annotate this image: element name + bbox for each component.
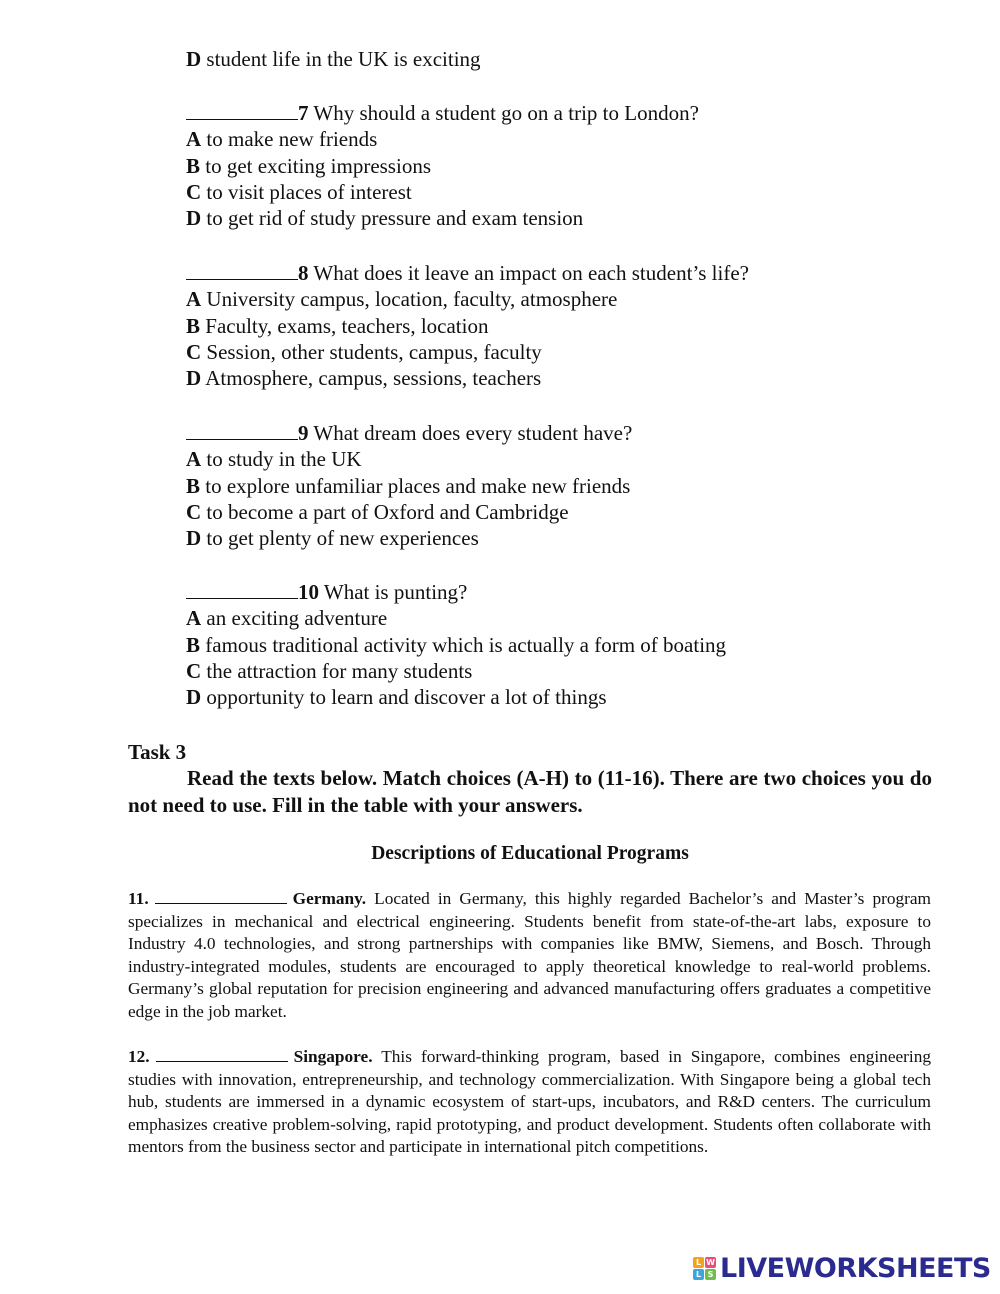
question-text: What dream does every student have? [313,421,633,445]
question-7 [186,100,946,231]
option-d: D to get plenty of new experiences [186,526,479,551]
program-number: 11. [128,889,149,908]
option-d: D to get rid of study pressure and exam tension [186,206,584,231]
task-instruction: Read the texts below. Match choices (A-H) to (11-16). There are two choices you do not need to use. Fill in the table with your answers. [128,766,932,817]
question-text: What is punting? [323,580,468,604]
program-text: This forward-thinking program, based in Singapore, combines engineering studies with innovation, entrepreneurship, and technology commercialization. With Singapore being a global tech hub, students are immersed in a dynamic ecosystem of start-ups, incubators, and R&D centers. The curriculum emphasizes creative problem-solving, rapid prototyping, and product development. Students often collaborate with mentors from the business sector and participate in international pitch competitions. [128,1047,931,1156]
question-10 [186,579,946,710]
option-text: student life in the UK is exciting [206,47,481,71]
option-a: A an exciting adventure [186,606,388,631]
option-b: B Faculty, exams, teachers, location [186,313,489,338]
answer-blank-12[interactable] [156,1046,288,1062]
option-c: C the attraction for many students [186,658,473,683]
option-d: D opportunity to learn and discover a lot of things [186,685,607,710]
answer-blank-7[interactable] [186,100,298,120]
question-text: What does it leave an impact on each student’s life? [313,261,749,285]
logo-text: LIVEWORKSHEETS [720,1252,991,1284]
option-b: B famous traditional activity which is actually a form of boating [186,632,727,657]
program-text: Located in Germany, this highly regarded Bachelor’s and Master’s program specializes in mechanical and electrical engineering. Students benefit from state-of-the-art labs, exposure to Industry 4.0 technologies, and strong partnerships with companies like BMW, Siemens, and Bosch. Through industry-integrated modules, students are encouraged to apply theoretical knowledge to real-world problems. Germany’s global reputation for precision engineering and advanced manufacturing offers graduates a competitive edge in the job market. [128,889,931,1021]
question-number: 8 [298,261,309,285]
task-title: Task 3 [128,740,187,764]
question-number: 9 [298,421,309,445]
answer-blank-10[interactable] [186,579,298,599]
question-text: Why should a student go on a trip to London? [313,101,699,125]
option-b: B to get exciting impressions [186,153,431,178]
liveworksheets-logo[interactable] [693,1252,991,1284]
option-c: C to become a part of Oxford and Cambridge [186,499,569,524]
program-country: Germany. [292,889,367,908]
program-description-12 [128,1046,931,1159]
option-b: B to explore unfamiliar places and make new friends [186,473,631,498]
option-c: C Session, other students, campus, faculty [186,339,542,364]
option-c: C to visit places of interest [186,179,412,204]
answer-blank-8[interactable] [186,260,298,280]
question-9 [186,420,946,551]
question-number: 10 [298,580,319,604]
question-6-option-d [186,46,481,72]
option-letter: D [186,47,202,71]
program-description-11 [128,888,931,1023]
option-a: A to study in the UK [186,447,362,472]
question-8 [186,260,946,391]
option-a: A University campus, location, faculty, atmosphere [186,287,618,312]
option-a: A to make new friends [186,127,378,152]
section-title: Descriptions of Educational Programs [371,843,689,864]
question-number: 7 [298,101,309,125]
program-country: Singapore. [293,1047,373,1066]
program-number: 12. [128,1047,150,1066]
logo-badge-icon: L W L S [693,1257,716,1280]
answer-blank-9[interactable] [186,420,298,440]
option-d: D Atmosphere, campus, sessions, teachers [186,366,542,391]
answer-blank-11[interactable] [155,888,287,904]
